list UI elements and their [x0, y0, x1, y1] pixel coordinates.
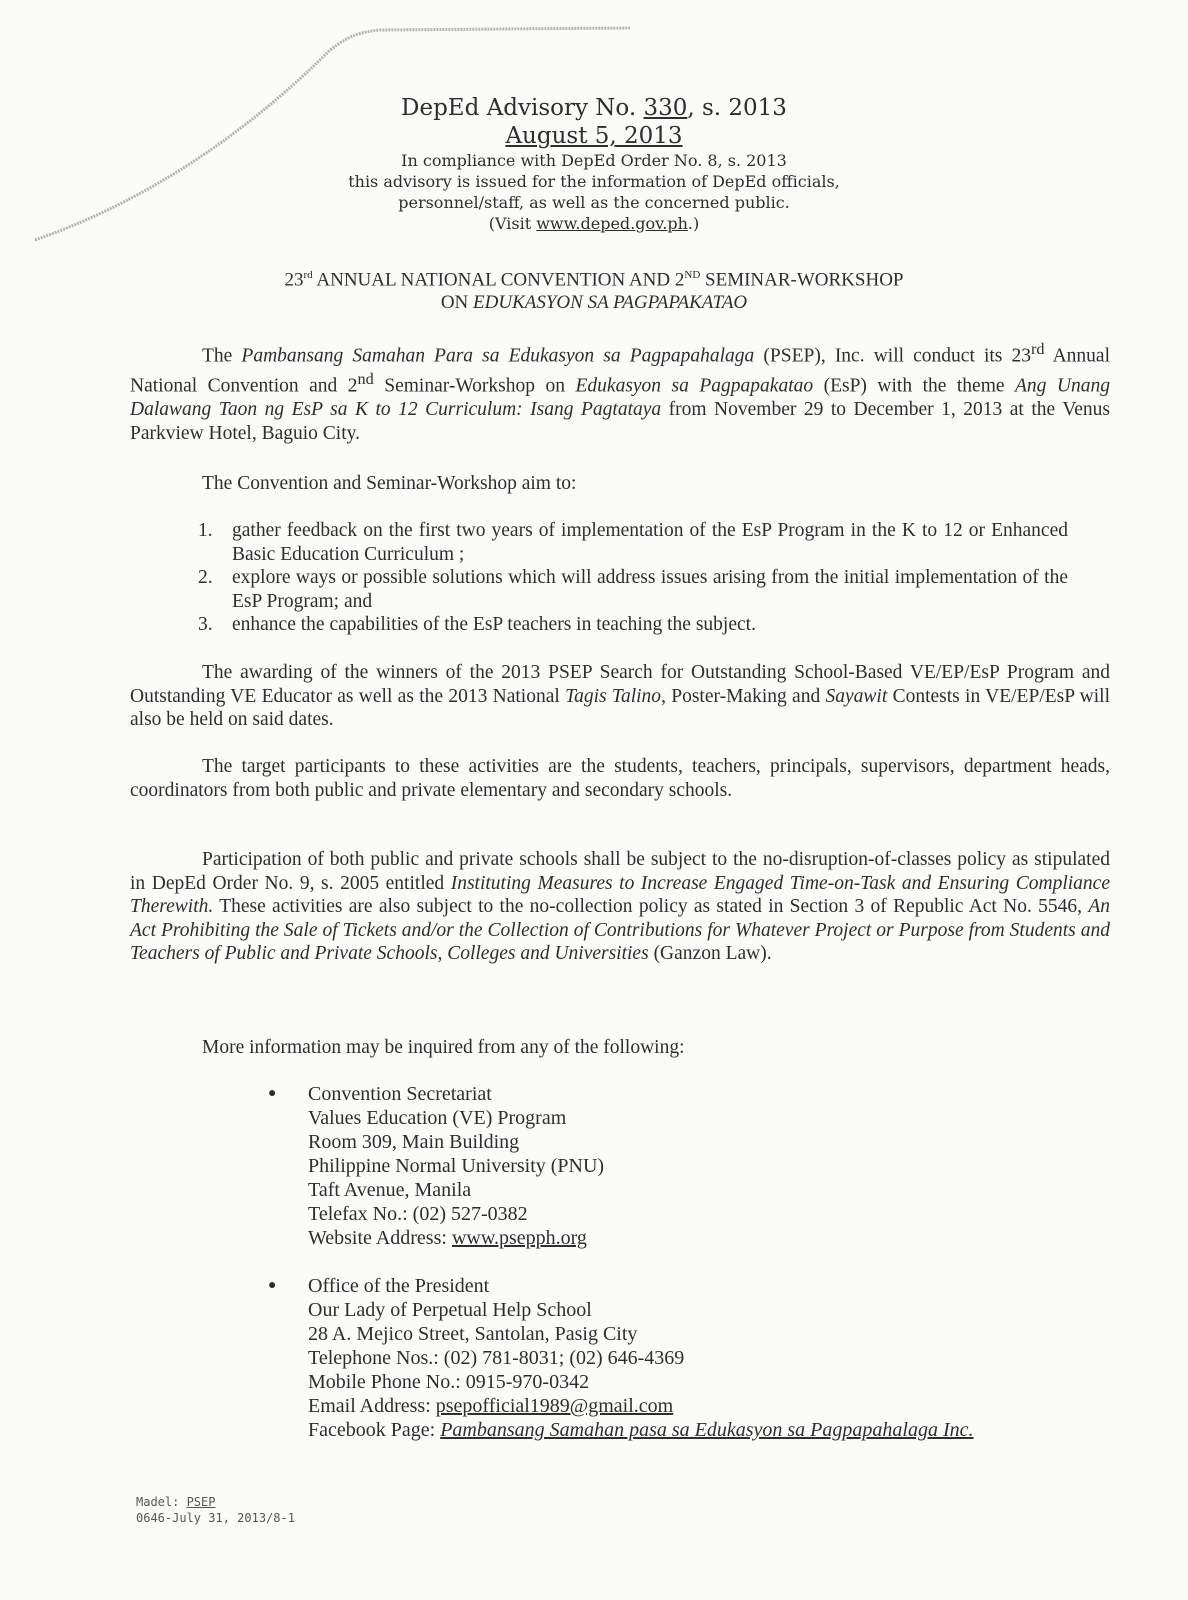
- contact-secretariat: ● Convention Secretariat Values Education (VE) Program Room 309, Main Building Philippine Normal University (PNU) Taft Avenue, Manila Telefax No.: (02) 527-0382 Website Address: www.psepph.org: [268, 1083, 605, 1249]
- policy-paragraph: Participation of both public and private schools shall be subject to the no-disruption-of-classes policy as stipulated in DepEd Order No. 9, s. 2005 entitled Instituting Measures to Increase Engaged Time-on-Task and Ensuring Compliance Therewith. These activities are also subject to the no-collection policy as stated in Section 3 of Republic Act No. 5546, An Act Prohibiting the Sale of Tickets and/or the Collection of Contributions for Whatever Project or Purpose from Students and Teachers of Public and Private Schools, Colleges and Universities (Ganzon Law).: [130, 849, 1110, 964]
- website-link[interactable]: www.psepph.org: [451, 1227, 587, 1249]
- info-line-1: this advisory is issued for the information of DepEd officials,: [348, 172, 840, 191]
- compliance-line: In compliance with DepEd Order No. 8, s. 2013: [401, 151, 787, 170]
- intro-paragraph: The Pambansang Samahan Para sa Edukasyon sa Pagpapahalaga (PSEP), Inc. will conduct its 23rd Annual National Convention and 2nd Seminar-Workshop on Edukasyon sa Pagpapakatao (EsP) with the theme Ang Unang Dalawang Taon ng EsP sa K to 12 Curriculum: Isang Pagtataya from November 29 to December 1, 2013 at the Venus Parkview Hotel, Baguio City.: [130, 340, 1110, 444]
- visit-line: (Visit www.deped.gov.ph.): [488, 214, 700, 233]
- contact-president: ● Office of the President Our Lady of Perpetual Help School 28 A. Mejico Street, Santolan, Pasig City Telephone Nos.: (02) 781-8031; (02) 646-4369 Mobile Phone No.: 0915-970-0342 Email Address: psepofficial1989@gmail.com Facebook Page: Pambansang Samahan pasa sa Edukasyon sa Pagpapahalaga Inc.: [268, 1275, 974, 1441]
- awards-paragraph: The awarding of the winners of the 2013 PSEP Search for Outstanding School-Based VE/EP/EsP Program and Outstanding VE Educator as well as the 2013 National Tagis Talino, Poster-Making and Sayawit Contests in VE/EP/EsP will also be held on said dates.: [130, 662, 1110, 730]
- advisory-header: [0, 94, 1188, 234]
- more-info: More information may be inquired from any of the following:: [202, 1037, 685, 1058]
- footer-reference: Madel: PSEP 0646-July 31, 2013/8-1: [136, 1495, 295, 1525]
- list-item: 2. explore ways or possible solutions which will address issues arising from the initial implementation of the EsP Program; and: [198, 567, 1068, 612]
- facebook-link[interactable]: Pambansang Samahan pasa sa Edukasyon sa Pagpapahalaga Inc.: [440, 1419, 974, 1441]
- bullet-icon: ●: [268, 1086, 277, 1101]
- bullet-icon: ●: [268, 1278, 277, 1293]
- info-line-2: personnel/staff, as well as the concerned public.: [398, 193, 790, 212]
- deped-link[interactable]: www.deped.gov.ph: [536, 214, 688, 233]
- aims-intro: The Convention and Seminar-Workshop aim to:: [202, 473, 577, 494]
- list-item: 3. enhance the capabilities of the EsP teachers in teaching the subject.: [198, 614, 756, 635]
- advisory-date: August 5, 2013: [505, 123, 683, 149]
- email-link[interactable]: psepofficial1989@gmail.com: [435, 1395, 674, 1417]
- aims-list: [198, 519, 1068, 637]
- advisory-number: DepEd Advisory No. 330, s. 2013: [401, 95, 787, 121]
- document-title: 23rd ANNUAL NATIONAL CONVENTION AND 2ND SEMINAR-WORKSHOP ON EDUKASYON SA PAGPAPAKATAO: [284, 269, 904, 314]
- participants-paragraph: The target participants to these activities are the students, teachers, principals, supervisors, department heads, coordinators from both public and private elementary and secondary schools.: [130, 756, 1110, 801]
- list-item: 1. gather feedback on the first two years of implementation of the EsP Program in the K to 12 or Enhanced Basic Education Curriculum ;: [198, 520, 1068, 565]
